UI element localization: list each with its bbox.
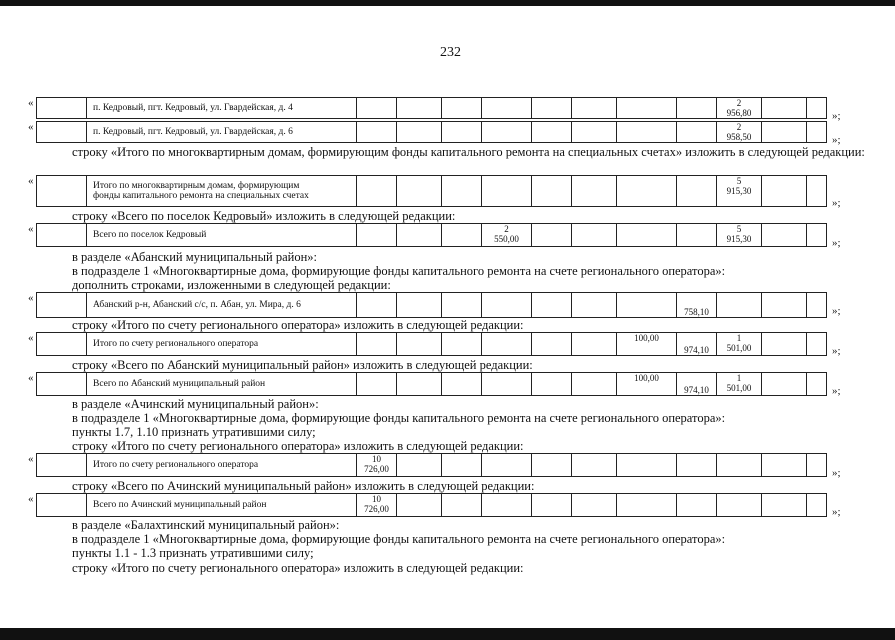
quote-close: »; — [832, 110, 841, 122]
row-text: Всего по поселок Кедровый — [87, 224, 357, 247]
paragraph: строку «Итого по многоквартирным домам, формирующим фонды капитального ремонта на специальных счетах» изложить в следующей редакции: — [72, 145, 865, 159]
paragraph: строку «Всего по Ачинский муниципальный район» изложить в следующей редакции: — [72, 479, 535, 493]
row-value: 5 915,30 — [717, 176, 762, 207]
row-text: Абанский р-н, Абанский с/с, п. Абан, ул. Мира, д. 6 — [87, 293, 357, 318]
quote-open: « — [28, 223, 34, 235]
table-row — [36, 97, 827, 119]
quote-open: « — [28, 292, 34, 304]
top-border — [0, 0, 895, 6]
quote-close: »; — [832, 467, 841, 479]
page-number: 232 — [440, 45, 461, 60]
paragraph: в подразделе 1 «Многоквартирные дома, формирующие фонды капитального ремонта на счете регионального оператора»: — [72, 411, 726, 425]
row-value: 758,10 — [677, 293, 717, 318]
paragraph: в разделе «Ачинский муниципальный район»: — [72, 397, 319, 411]
quote-open: « — [28, 175, 34, 187]
row-text: Итого по многоквартирным домам, формирующим фонды капитального ремонта на специальных счетах — [87, 176, 357, 207]
paragraph: строку «Всего по поселок Кедровый» изложить в следующей редакции: — [72, 209, 456, 223]
row-text: Всего по Абанский муниципальный район — [87, 373, 357, 396]
row-text: Итого по счету регионального оператора — [87, 454, 357, 477]
table-row — [36, 453, 827, 477]
paragraph: строку «Итого по счету регионального оператора» изложить в следующей редакции: — [72, 439, 524, 453]
paragraph: в подразделе 1 «Многоквартирные дома, формирующие фонды капитального ремонта на счете регионального оператора»: — [72, 532, 726, 546]
quote-open: « — [28, 332, 34, 344]
quote-open: « — [28, 372, 34, 384]
paragraph: дополнить строками, изложенными в следующей редакции: — [72, 278, 391, 292]
row-mid-value: 2 550,00 — [482, 224, 532, 247]
table-row — [36, 121, 827, 143]
row-value-a: 100,00 — [617, 333, 677, 356]
table-row — [36, 175, 827, 207]
table-row — [36, 292, 827, 318]
paragraph: пункты 1.7, 1.10 признать утратившими силу; — [72, 425, 316, 439]
table-row — [36, 372, 827, 396]
row-value: 10 726,00 — [357, 454, 397, 477]
quote-close: »; — [832, 197, 841, 209]
paragraph: пункты 1.1 - 1.3 признать утратившими силу; — [72, 546, 314, 560]
row-value: 2 956,80 — [717, 98, 762, 119]
bottom-border — [0, 628, 895, 640]
paragraph: в подразделе 1 «Многоквартирные дома, формирующие фонды капитального ремонта на счете регионального оператора»: — [72, 264, 726, 278]
row-value-a: 100,00 — [617, 373, 677, 396]
quote-open: « — [28, 493, 34, 505]
quote-close: »; — [832, 134, 841, 146]
row-value: 10 726,00 — [357, 494, 397, 517]
row-text: п. Кедровый, пгт. Кедровый, ул. Гвардейская, д. 6 — [87, 122, 357, 143]
paragraph: строку «Всего по Абанский муниципальный район» изложить в следующей редакции: — [72, 358, 533, 372]
quote-close: »; — [832, 345, 841, 357]
quote-close: »; — [832, 385, 841, 397]
quote-open: « — [28, 97, 34, 109]
row-value: 2 958,50 — [717, 122, 762, 143]
row-value-c: 1 501,00 — [717, 333, 762, 356]
quote-open: « — [28, 453, 34, 465]
row-text: Всего по Ачинский муниципальный район — [87, 494, 357, 517]
row-value-b: 974,10 — [677, 333, 717, 356]
row-value: 5 915,30 — [717, 224, 762, 247]
paragraph: строку «Итого по счету регионального оператора» изложить в следующей редакции: — [72, 318, 524, 332]
table-row — [36, 332, 827, 356]
quote-close: »; — [832, 506, 841, 518]
paragraph: в разделе «Балахтинский муниципальный район»: — [72, 518, 340, 532]
row-value-c: 1 501,00 — [717, 373, 762, 396]
table-row — [36, 493, 827, 517]
quote-open: « — [28, 121, 34, 133]
quote-close: »; — [832, 237, 841, 249]
paragraph: строку «Итого по счету регионального оператора» изложить в следующей редакции: — [72, 561, 524, 575]
paragraph: в разделе «Абанский муниципальный район»: — [72, 250, 317, 264]
row-text: п. Кедровый, пгт. Кедровый, ул. Гвардейская, д. 4 — [87, 98, 357, 119]
row-text: Итого по счету регионального оператора — [87, 333, 357, 356]
quote-close: »; — [832, 305, 841, 317]
row-value-b: 974,10 — [677, 373, 717, 396]
table-row — [36, 223, 827, 247]
